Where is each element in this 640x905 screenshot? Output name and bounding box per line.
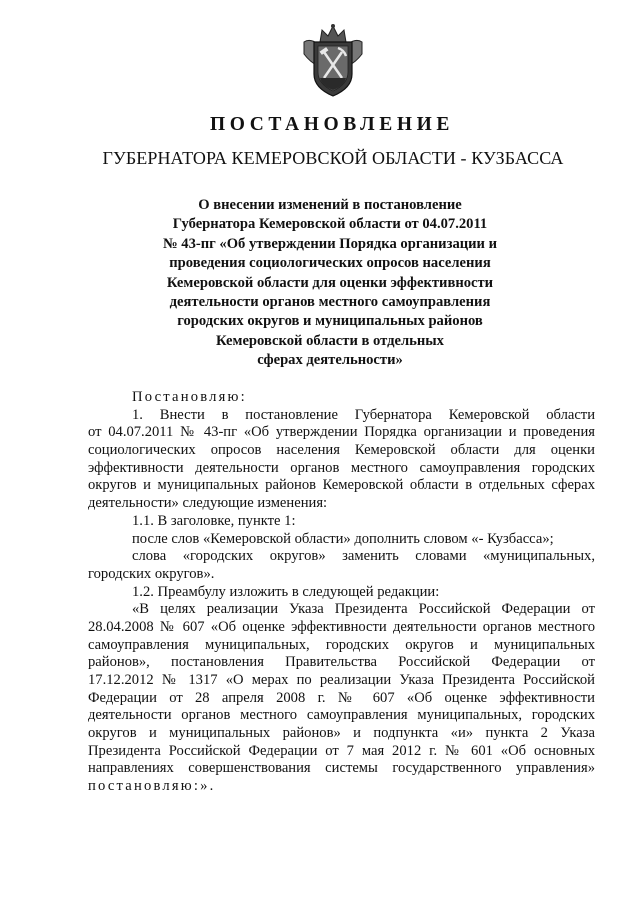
body-line: 17.12.2012 № 1317 «О мерах по реализации Указа Президента Российской [88, 672, 595, 688]
decree-word: Постановляю: [132, 389, 247, 405]
heading-line: Губернатора Кемеровской области от 04.07.2011 [172, 216, 488, 233]
body-line: округов и муниципальных районов» и подпункта «и» пункта 2 Указа [88, 725, 595, 742]
document-heading [140, 196, 520, 371]
body-line: постановляю:». [88, 778, 216, 795]
body-line: социологических опросов населения Кемеровской области для оценки [88, 442, 595, 459]
body-line: 28.04.2008 № 607 «Об оценке эффективности деятельности органов местного [88, 618, 595, 635]
body-line: «В целях реализации Указа Президента Российской Федерации от [132, 601, 595, 618]
heading-line: № 43-пг «Об утверждении Порядка организации и [162, 235, 498, 252]
heading-line: О внесении изменений в постановление [198, 197, 462, 213]
coat-of-arms-icon [300, 22, 366, 98]
heading-line: проведения социологических опросов населения [169, 255, 491, 272]
body-line: самоуправления муниципальных, городских округов и муниципальных [88, 636, 595, 653]
body-line: от 04.07.2011 № 43-пг «Об утверждении Порядка организации и проведения [88, 424, 595, 441]
body-line: Федерации от 28 апреля 2008 г. № 607 «Об оценке эффективности [88, 689, 595, 706]
heading-line: деятельности органов местного самоуправления [169, 294, 491, 311]
body-line: направлениях совершенствования системы государственного управления» [88, 760, 595, 777]
heading-line: Кемеровской области в отдельных [216, 332, 444, 349]
body-line: 1.1. В заголовке, пункте 1: [132, 512, 296, 529]
body-line: 1. Внести в постановление Губернатора Кемеровской области [132, 406, 595, 423]
body-line: городских округов». [88, 565, 215, 582]
heading-line: сферах деятельности» [257, 352, 403, 369]
heading-line: городских округов и муниципальных районов [177, 313, 483, 330]
body-line: деятельности» следующие изменения: [88, 495, 328, 512]
document-body [88, 389, 595, 796]
document-subtitle: ГУБЕРНАТОРА КЕМЕРОВСКОЙ ОБЛАСТИ - КУЗБАССА [102, 148, 564, 168]
body-line: деятельности органов местного самоуправления муниципальных, городских [88, 707, 595, 724]
body-line: после слов «Кемеровской области» дополнить словом «- Кузбасса»; [132, 530, 554, 547]
coat-of-arms-emblem [300, 22, 366, 98]
body-line: 1.2. Преамбулу изложить в следующей редакции: [132, 583, 440, 600]
body-line: округов и муниципальных районов Кемеровской области в отдельных сферах [88, 477, 595, 494]
body-line: слова «городских округов» заменить словами «муниципальных, [132, 548, 595, 565]
document-title: ПОСТАНОВЛЕНИЕ [209, 114, 455, 135]
heading-line: Кемеровской области для оценки эффективности [166, 274, 494, 291]
body-line: Президента Российской Федерации от 7 мая 2012 г. № 601 «Об основных [88, 742, 595, 759]
body-line: эффективности деятельности органов местного самоуправления городских [88, 459, 595, 476]
body-line: районов», постановления Правительства Российской Федерации от [88, 654, 595, 671]
